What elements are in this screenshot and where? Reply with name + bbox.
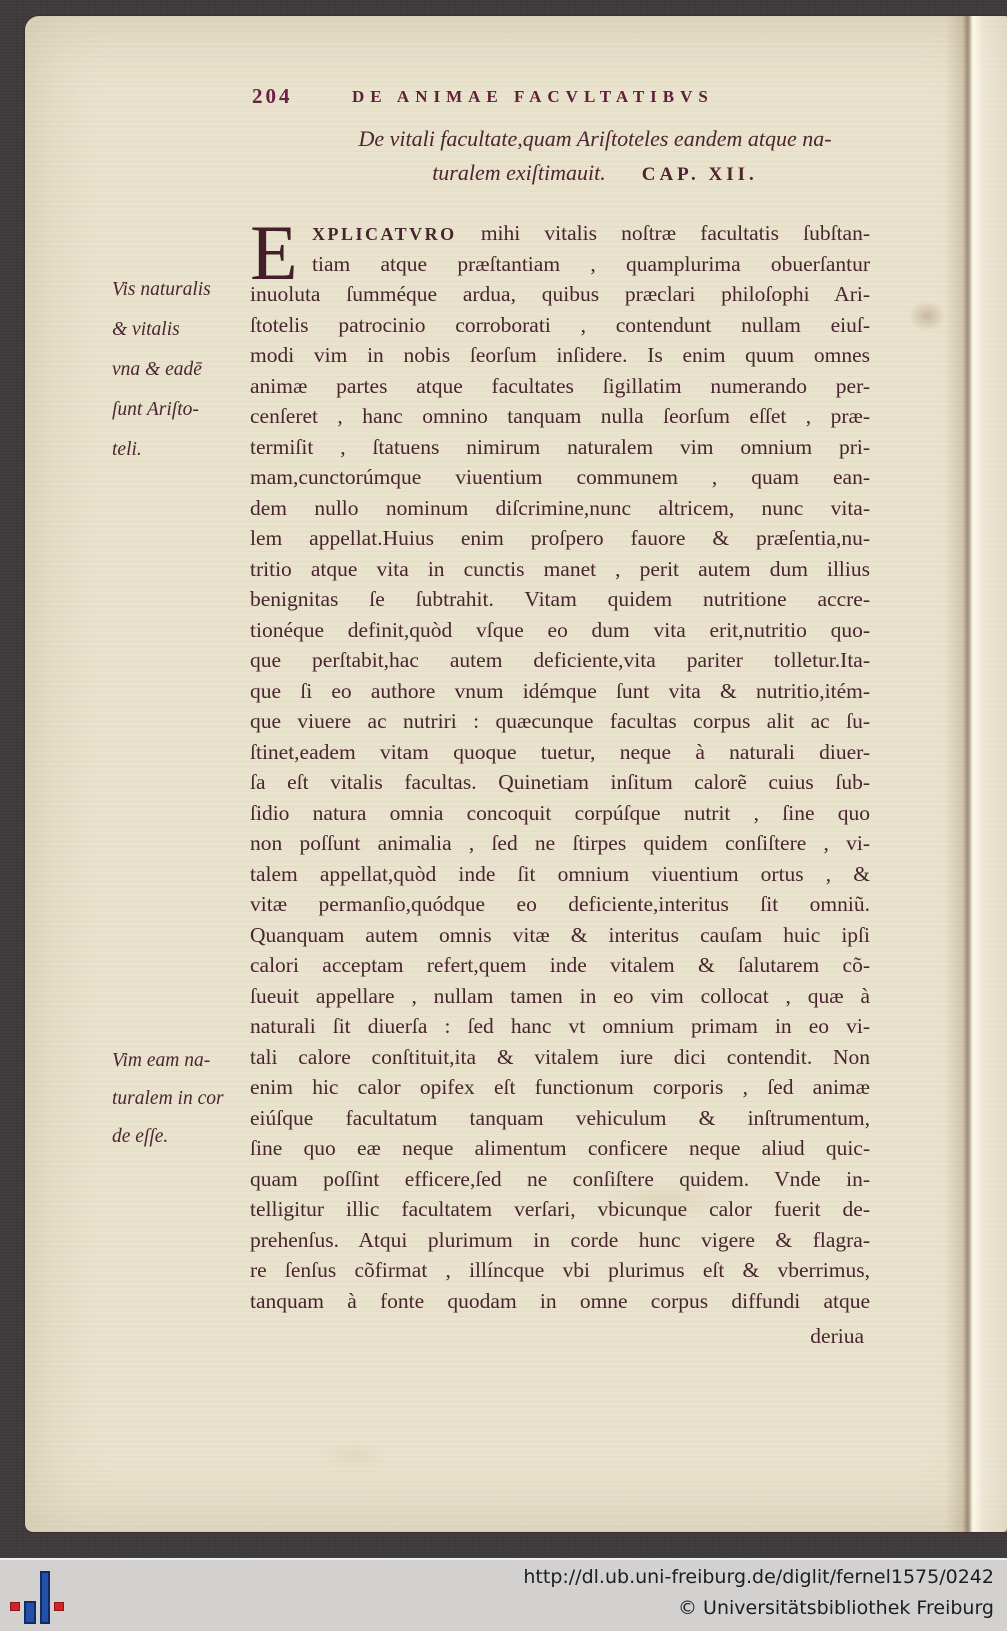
text-line: telligitur illic facultatem verſari, vbicunque calor fuerit de- <box>250 1197 870 1221</box>
logo-square-right <box>54 1602 64 1611</box>
margin-note-line: Vim eam na- <box>112 1050 211 1071</box>
text-line: mam,cunctorúmque viuentium communem , quam ean- <box>250 465 870 489</box>
text-line: enim hic calor opifex eſt functionum corporis , ſed animæ <box>250 1075 870 1099</box>
chapter-heading-line1: De vitali facultate,quam Ariſtoteles eandem atque na- <box>358 126 832 151</box>
text-line: non poſſunt animalia , ſed ne ſtirpes quidem conſiſtere , vi- <box>250 831 870 855</box>
text-line: prehenſus. Atqui plurimum in corde hunc vigere & flagra- <box>250 1227 870 1252</box>
text-line: ſtinet,eadem vitam quoque tuetur, neque à naturali diuer- <box>250 739 870 764</box>
text-line: dem nullo nominum diſcrimine,nunc altricem, nunc vita- <box>250 495 870 520</box>
text-line: Quanquam autem omnis vitæ & interitus cauſam huic ipſi <box>250 922 870 947</box>
text-line: lem appellat.Huius enim proſpero fauore & præſentia,nu- <box>250 526 870 550</box>
catchword: deriua <box>810 1324 864 1348</box>
text-line: talem appellat,quòd inde ſit omnium viuentium ortus , & <box>250 861 870 886</box>
text-line: naturali ſit diuerſa : ſed hanc vt omnium primam in eo vi- <box>250 1014 870 1038</box>
text-line: inuoluta ſumméque ardua, quibus præclari philoſophi Ari- <box>250 282 870 306</box>
text-line: quam poſſint efficere,ſed ne conſiſtere quidem. Vnde in- <box>250 1166 870 1191</box>
chapter-heading-line2-text: turalem exiſtimauit. <box>432 160 606 185</box>
source-url: http://dl.ub.uni-freiburg.de/diglit/fernel1575/0242 <box>523 1566 994 1588</box>
text-line: tiam atque præſtantiam , quamplurima obuerſantur <box>312 251 870 276</box>
chapter-heading <box>285 122 905 192</box>
margin-note-line: turalem in cor <box>112 1088 224 1109</box>
text-line: tali calore conſtituit,ita & vitalem iure dici contendit. Non <box>250 1044 870 1069</box>
body-text <box>250 209 871 1352</box>
footer-bar <box>0 1558 1007 1631</box>
ub-freiburg-logo-icon <box>10 1568 74 1628</box>
margin-note-line: vna & eadē <box>112 359 202 380</box>
logo-bar-tall <box>40 1571 50 1624</box>
copyright-notice: © Universitätsbibliothek Freiburg <box>678 1597 994 1619</box>
text-line: animæ partes atque facultates ſigillatim numerando per- <box>250 373 870 398</box>
text-line: termiſit , ſtatuens nimirum naturalem vim omnium pri- <box>250 434 870 459</box>
chapter-label: CAP. XII. <box>641 164 758 185</box>
text-line <box>250 218 870 249</box>
page-fold-crease <box>945 16 1007 1532</box>
text-line: re ſenſus cõfirmat , illíncque vbi plurimus eſt & vberrimus, <box>250 1258 870 1282</box>
margin-note-line: teli. <box>112 439 142 460</box>
text-line: tionéque definit,quòd vſque eo dum vita erit,nutritio quo- <box>250 617 870 642</box>
page-number: 204 <box>252 84 293 108</box>
logo-bar-short <box>24 1601 36 1624</box>
margin-note-line: ſunt Ariſto- <box>112 399 199 420</box>
margin-note-line: & vitalis <box>112 319 180 340</box>
drop-cap: E <box>250 209 298 296</box>
text-line: que viuere ac nutriri : quæcunque facultas corpus alit ac ſu- <box>250 709 870 733</box>
first-word-caps: XPLICATVRO <box>312 224 457 244</box>
text-line-rest: mihi vitalis noſtræ facultatis ſubſtan- <box>480 221 871 245</box>
text-line: ſine quo eæ neque alimentum conficere neque aliud quic- <box>250 1136 870 1160</box>
text-line: vitæ permanſio,quódque eo deficiente,interitus ſit omniũ. <box>250 892 870 916</box>
text-line: ſa eſt vitalis facultas. Quinetiam inſitum calorẽ cuius ſub- <box>250 770 870 794</box>
text-line: cenſeret , hanc omnino tanquam nulla ſeorſum eſſet , præ- <box>250 404 870 428</box>
text-line: que perſtabit,hac autem deficiente,vita pariter tolletur.Ita- <box>250 648 870 672</box>
text-line: benignitas ſe ſubtrahit. Vitam quidem nutritione accre- <box>250 587 870 611</box>
text-line: ſidio natura omnia concoquit corpúſque nutrit , ſine quo <box>250 800 870 825</box>
text-line: tanquam à fonte quodam in omne corpus diffundi atque <box>250 1288 870 1313</box>
text-line: modi vim in nobis ſeorſum inſidere. Is enim quum omnes <box>250 343 870 367</box>
margin-note-line: Vis naturalis <box>112 279 211 300</box>
logo-square-left <box>10 1602 20 1611</box>
margin-note-2 <box>112 1042 267 1156</box>
text-line: tritio atque vita in cunctis manet , perit autem dum illius <box>250 556 870 581</box>
text-line: eiúſque facultatum tanquam vehiculum & inſtrumentum, <box>250 1105 870 1130</box>
text-line: calori acceptam refert,quem inde vitalem & ſalutarem cõ- <box>250 953 870 977</box>
text-line: que ſi eo authore vnum idémque ſunt vita & nutritio,itém- <box>250 678 870 703</box>
text-line: ſtotelis patrocinio corroborati , contendunt nullam eiuſ- <box>250 312 870 337</box>
running-title: DE ANIMAE FACVLTATIBVS <box>352 87 714 106</box>
text-line: ſueuit appellare , nullam tamen in eo vim collocat , quæ à <box>250 983 870 1008</box>
chapter-heading-line2 <box>285 156 905 192</box>
margin-note-line: de eſſe. <box>112 1126 169 1147</box>
margin-note-1 <box>112 270 267 470</box>
